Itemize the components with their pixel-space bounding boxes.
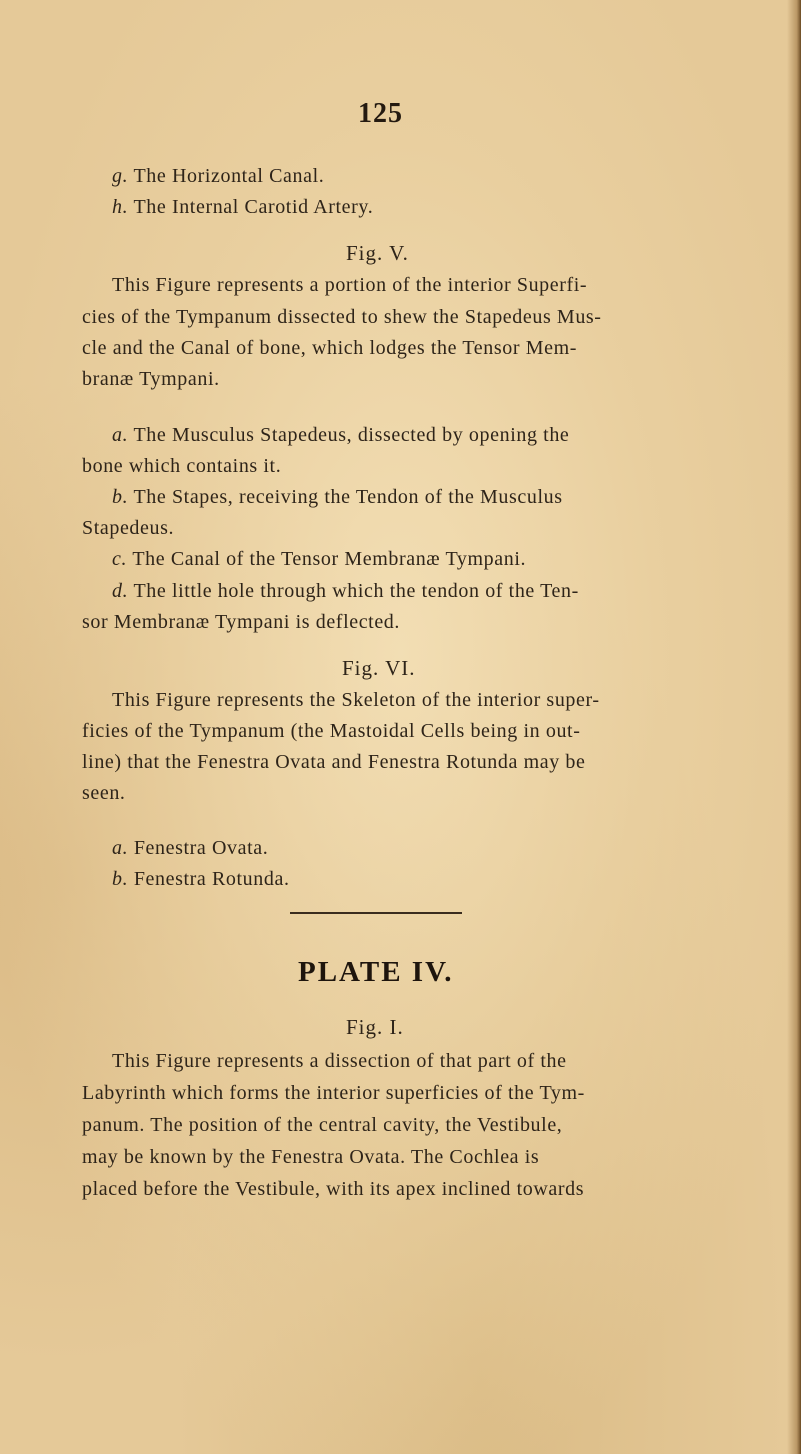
page-number: 125	[358, 98, 403, 129]
item-text: The Horizontal Canal.	[133, 165, 325, 187]
plate-fig1-description-line: This Figure represents a dissection of that part of the	[112, 1050, 567, 1072]
page-right-edge	[787, 0, 801, 1454]
fig5-item-a	[112, 422, 569, 448]
item-h	[112, 194, 373, 220]
fig6-item-a	[112, 835, 268, 861]
item-label: a.	[112, 424, 129, 446]
fig5-item-b	[112, 484, 563, 510]
item-text: The Musculus Stapedeus, dissected by opening the	[133, 424, 570, 446]
fig5-item-d-cont: sor Membranæ Tympani is deflected.	[82, 611, 401, 633]
plate-fig1-description-line: placed before the Vestibule, with its apex inclined towards	[82, 1178, 585, 1200]
fig6-description-line: seen.	[82, 782, 126, 804]
item-text: The Internal Carotid Artery.	[133, 196, 374, 218]
plate-fig1-description-line: panum. The position of the central cavity, the Vestibule,	[82, 1114, 563, 1136]
fig5-item-b-cont: Stapedeus.	[82, 517, 175, 539]
item-label: d.	[112, 580, 129, 602]
item-label: h.	[112, 196, 129, 218]
item-label: g.	[112, 165, 129, 187]
fig6-description-line: line) that the Fenestra Ovata and Fenestra Rotunda may be	[82, 751, 586, 773]
fig6-description-line: ficies of the Tympanum (the Mastoidal Cells being in out-	[82, 720, 581, 742]
plate-fig1-description-line: Labyrinth which forms the interior superficies of the Tym-	[82, 1082, 585, 1104]
fig5-description-line: cies of the Tympanum dissected to shew the Stapedeus Mus-	[82, 306, 602, 328]
item-text: The Stapes, receiving the Tendon of the Musculus	[133, 486, 563, 508]
fig5-heading: Fig. V.	[346, 241, 409, 265]
item-label: a.	[112, 837, 129, 859]
item-text: The Canal of the Tensor Membranæ Tympani.	[132, 548, 527, 570]
plate-fig1-heading: Fig. I.	[346, 1015, 404, 1039]
item-g	[112, 163, 324, 189]
item-label: c.	[112, 548, 128, 570]
fig6-heading: Fig. VI.	[342, 656, 416, 680]
fig5-item-d	[112, 578, 579, 604]
fig5-item-c	[112, 546, 526, 572]
item-label: b.	[112, 868, 129, 890]
item-label: b.	[112, 486, 129, 508]
fig6-item-b	[112, 866, 290, 892]
fig5-item-a-cont: bone which contains it.	[82, 455, 282, 477]
section-divider	[290, 912, 462, 914]
plate-title: PLATE IV.	[298, 956, 454, 988]
item-text: Fenestra Ovata.	[133, 837, 269, 859]
fig5-description-line: branæ Tympani.	[82, 368, 220, 390]
fig5-description-line: This Figure represents a portion of the interior Superfi-	[112, 274, 588, 296]
item-text: The little hole through which the tendon of the Ten-	[133, 580, 579, 602]
fig5-description-line: cle and the Canal of bone, which lodges the Tensor Mem-	[82, 337, 577, 359]
item-text: Fenestra Rotunda.	[133, 868, 290, 890]
fig6-description-line: This Figure represents the Skeleton of the interior super-	[112, 689, 600, 711]
plate-fig1-description-line: may be known by the Fenestra Ovata. The Cochlea is	[82, 1146, 540, 1168]
